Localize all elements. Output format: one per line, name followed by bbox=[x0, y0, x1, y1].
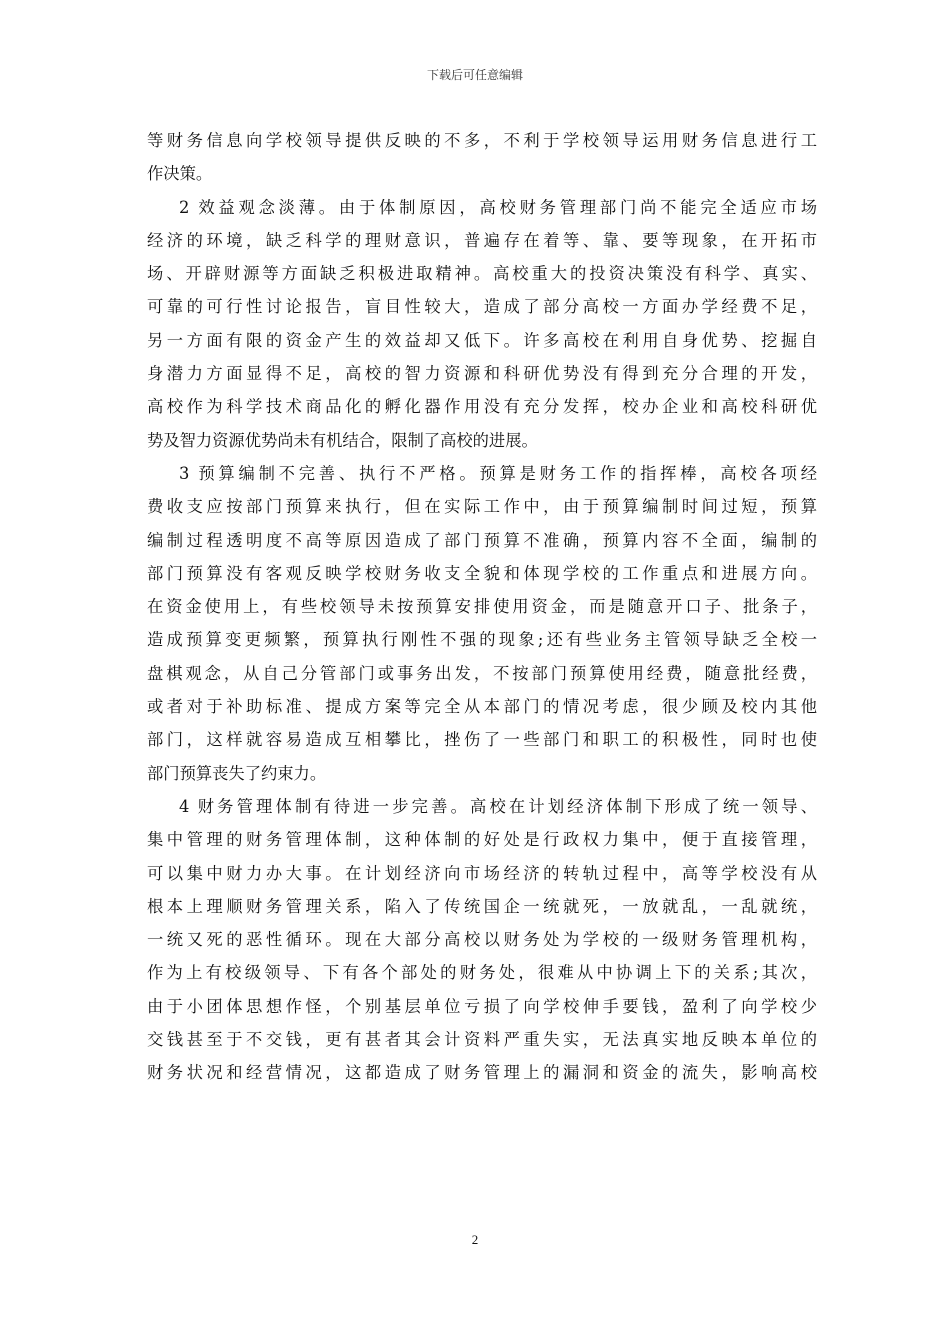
text-line: 一统又死的恶性循环。现在大部分高校以财务处为学校的一级财务管理机构， bbox=[147, 930, 817, 950]
text-line: 另一方面有限的资金产生的效益却又低下。许多高校在利用自身优势、挖掘自 bbox=[147, 330, 817, 350]
text-line: 盘棋观念，从自己分管部门或事务出发，不按部门预算使用经费，随意批经费， bbox=[147, 663, 817, 683]
text-line: 或者对于补助标准、提成方案等完全从本部门的情况考虑，很少顾及校内其他 bbox=[147, 697, 817, 717]
page-header: 下载后可任意编辑 bbox=[426, 68, 523, 82]
text-line: 势及智力资源优势尚未有机结合，限制了高校的进展。 bbox=[147, 430, 538, 450]
text-line: 费收支应按部门预算来执行，但在实际工作中，由于预算编制时间过短，预算 bbox=[147, 497, 817, 517]
text-line: 作为上有校级领导、下有各个部处的财务处，很难从中协调上下的关系;其次， bbox=[147, 963, 817, 983]
text-line: 作决策。 bbox=[147, 164, 213, 184]
text-line: 由于小团体思想作怪，个别基层单位亏损了向学校伸手要钱，盈利了向学校少 bbox=[147, 996, 817, 1016]
text-line: 集中管理的财务管理体制，这种体制的好处是行政权力集中，便于直接管理， bbox=[147, 830, 817, 850]
text-line: 等财务信息向学校领导提供反映的不多，不利于学校领导运用财务信息进行工 bbox=[147, 131, 817, 150]
text-line: 部门预算没有客观反映学校财务收支全貌和体现学校的工作重点和进展方向。 bbox=[147, 563, 817, 583]
text-line: 编制过程透明度不高等原因造成了部门预算不准确，预算内容不全面，编制的 bbox=[147, 530, 817, 550]
text-line: 部门，这样就容易造成互相攀比，挫伤了一些部门和职工的积极性，同时也使 bbox=[147, 730, 817, 750]
text-line: 场、开辟财源等方面缺乏积极进取精神。高校重大的投资决策没有科学、真实、 bbox=[147, 264, 817, 284]
text-line: 财务状况和经营情况，这都造成了财务管理上的漏洞和资金的流失，影响高校 bbox=[147, 1063, 817, 1083]
text-line: 可靠的可行性讨论报告，盲目性较大，造成了部分高校一方面办学经费不足， bbox=[147, 297, 817, 317]
paragraph bbox=[147, 457, 817, 790]
text-line: 造成预算变更频繁，预算执行刚性不强的现象;还有些业务主管领导缺乏全校一 bbox=[147, 630, 817, 650]
text-line: 可以集中财力办大事。在计划经济向市场经济的转轨过程中，高等学校没有从 bbox=[147, 863, 817, 883]
text-line: 3 预算编制不完善、执行不严格。预算是财务工作的指挥棒，高校各项经 bbox=[179, 463, 817, 483]
text-line: 经济的环境，缺乏科学的理财意识，普遍存在着等、靠、要等现象，在开拓市 bbox=[147, 230, 817, 250]
text-line: 部门预算丧失了约束力。 bbox=[147, 763, 327, 783]
text-line: 身潜力方面显得不足，高校的智力资源和科研优势没有得到充分合理的开发， bbox=[147, 364, 817, 384]
text-line: 根本上理顺财务管理关系，陷入了传统国企一统就死，一放就乱，一乱就统， bbox=[147, 896, 817, 916]
paragraph bbox=[147, 191, 817, 457]
text-line: 高校作为科学技术商品化的孵化器作用没有充分发挥，校办企业和高校科研优 bbox=[147, 397, 817, 417]
paragraph bbox=[147, 124, 817, 191]
text-line: 4 财务管理体制有待进一步完善。高校在计划经济体制下形成了统一领导、 bbox=[179, 796, 817, 816]
text-line: 在资金使用上，有些校领导未按预算安排使用资金，而是随意开口子、批条子， bbox=[147, 597, 817, 617]
text-line: 交钱甚至于不交钱，更有甚者其会计资料严重失实，无法真实地反映本单位的 bbox=[147, 1030, 817, 1050]
document-body bbox=[147, 124, 817, 1090]
page-number: 2 bbox=[471, 1232, 479, 1247]
text-line: 2 效益观念淡薄。由于体制原因，高校财务管理部门尚不能完全适应市场 bbox=[179, 197, 817, 217]
paragraph bbox=[147, 790, 817, 1090]
